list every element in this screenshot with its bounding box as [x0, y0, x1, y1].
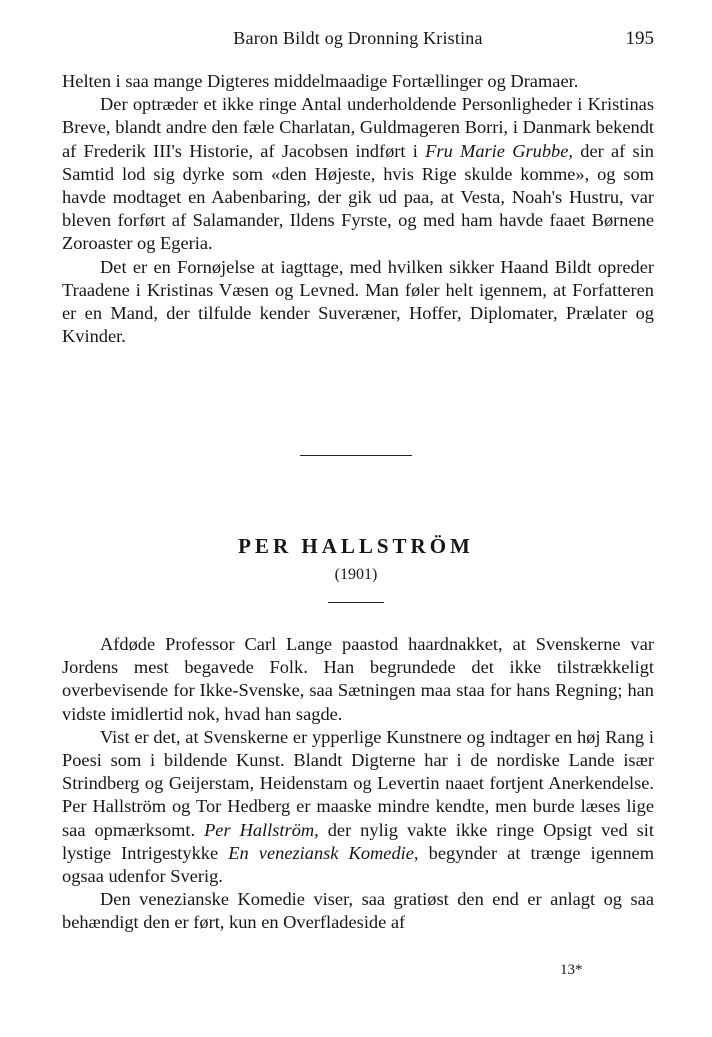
book-title-italic: Fru Marie Grubbe,	[425, 140, 573, 161]
paragraph-continuation: Helten i saa mange Digteres middelmaadige Fortællinger og Dramaer.	[62, 71, 579, 91]
paragraph-text: Vist er det, at Svenskerne er ypperlige Kunstnere og indtager en høj Rang i Poesi som i bildende Kunst. Blandt Digterne har i de nordiske Lande især Strindberg og Geijerstam, Heidenstam og Levertin naaet fortjent Anerkendelse. Per Hallström og Tor Hedberg er maaske mindre kendte, men burde læses lige saa opmærksomt.	[62, 726, 654, 840]
paragraph-comedy: Den venezianske Komedie viser, saa gratiøst den end er anlagt og saa behændigt den er ført, kun en Overfladeside af	[62, 889, 654, 933]
title-divider	[328, 602, 384, 603]
paragraph-text: Der optræder et ikke ringe Antal underholdende Personligheder i Kristinas Breve, blandt andre den fæle Charlatan, Guldmageren Borri, i Danmark bekendt af Frederik III's Historie, af Jacobsen indført i	[62, 94, 654, 161]
play-title-italic: En veneziansk Komedie,	[228, 842, 419, 863]
signature-mark: 13*	[560, 962, 583, 978]
essay-year: (1901)	[334, 566, 378, 583]
paragraph-text: der nylig vakte ikke ringe Opsigt ved sit lystige Intrigestykke	[62, 819, 654, 863]
running-header	[62, 28, 654, 54]
page-number: 195	[625, 28, 654, 49]
essay-body	[62, 633, 654, 935]
paragraph-text: begynder at trænge igennem ogsaa udenfor Sverig.	[62, 842, 655, 887]
author-name-italic: Per Hallström,	[204, 819, 319, 840]
paragraph-personalities	[62, 93, 654, 255]
essay-title: PER HALLSTRÖM	[238, 534, 474, 558]
running-title: Baron Bildt og Dronning Kristina	[233, 28, 483, 48]
paragraph-text: der af sin Samtid lod sig dyrke som «den Højeste, hvis Rige skulde komme», og som havde modtaget en Aabenbaring, der gik ud paa, at Vesta, Noah's Hustru, var bleven forført af Salamander, Ildens Fyrste, og med ham havde faaet Børnene Zoroaster og Egeria.	[62, 140, 654, 254]
paragraph-conclusion: Det er en Fornøjelse at iagttage, med hvilken sikker Haand Bildt opreder Traadene i Kristinas Væsen og Levned. Man føler helt igennem, at Forfatteren er en Mand, der tilfulde kender Suveræner, Hoffer, Diplomater, Prælater og Kvinder.	[62, 256, 654, 347]
paragraph-lange: Afdøde Professor Carl Lange paastod haardnakket, at Svenskerne var Jordens mest begavede Folk. Han begrundede det ikke tilstrækkeligt overbevisende for Ikke-Svenske, saa Sætningen maa staa for hans Regning; han vidste imidlertid nok, hvad han sagde.	[62, 634, 654, 724]
section-divider	[300, 455, 412, 456]
previous-essay-ending	[62, 70, 654, 348]
paragraph-swedish-artists	[62, 726, 654, 888]
